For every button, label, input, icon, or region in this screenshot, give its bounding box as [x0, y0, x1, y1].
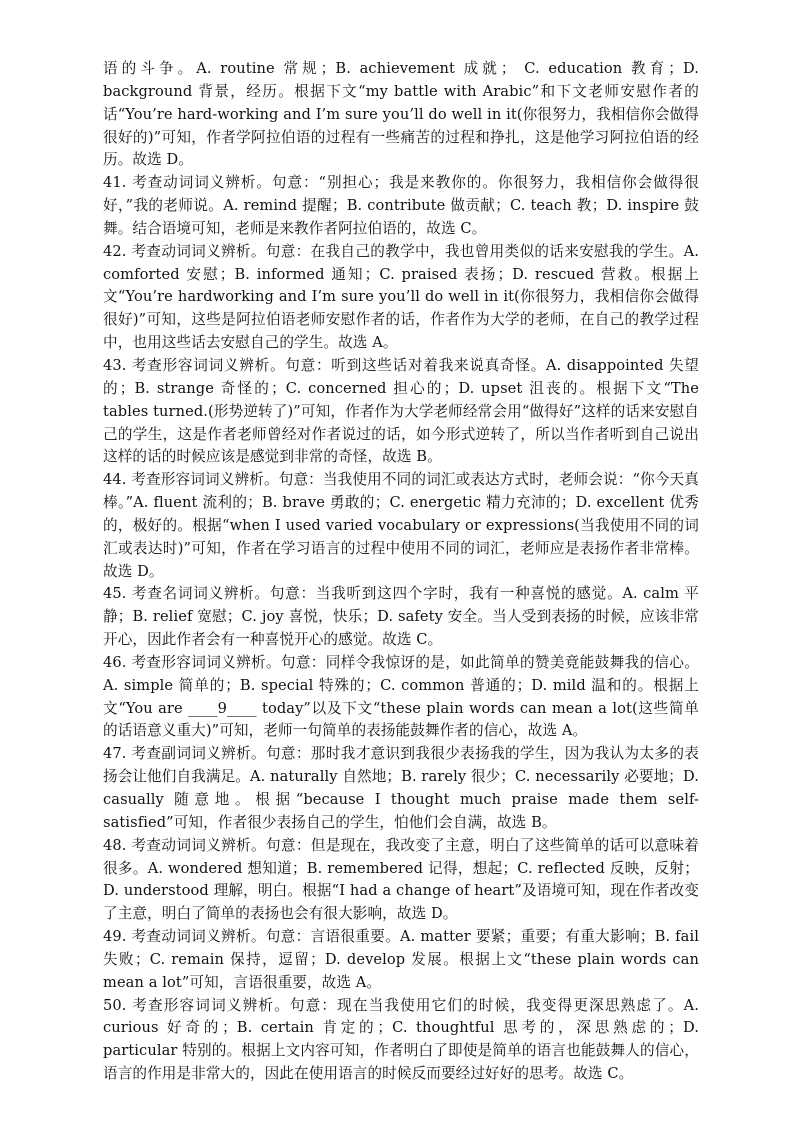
answer-paragraph-46: 46. 考查形容词词义辨析。句意：同样令我惊讶的是，如此简单的赞美竟能鼓舞我的信心。A. simple 简单的；B. special 特殊的；C. common 普通的；D. mild 温和的。根据上文“You are ____9____ today”以及下文“these plain words can mean a lot(这些简单的话语意义重大)”可知，老师一句简单的表扬能鼓舞作者的信心，故选 A。	[103, 653, 699, 740]
answer-paragraph-42: 42. 考查动词词义辨析。句意：在我自己的教学中，我也曾用类似的话来安慰我的学生。A. comforted 安慰；B. informed 通知；C. praised 表扬；D. rescued 营救。根据上文“You’re hardworking and I’m sure you’ll do well in it(你很努力，我相信你会做得很好)”可知，这些是阿拉伯语老师安慰作者的话，作者作为大学的老师，在自己的教学过程中，也用这些话去安慰自己的学生。故选 A。	[103, 242, 699, 352]
answer-paragraph-44: 44. 考查形容词词义辨析。句意：当我使用不同的词汇或表达方式时，老师会说：“你今天真棒。”A. fluent 流利的；B. brave 勇敢的；C. energetic 精力充沛的；D. excellent 优秀的，极好的。根据“when I used varied vocabulary or expressions(当我使用不同的词汇或表达时)”可知，作者在学习语言的过程中使用不同的词汇，老师应是表扬作者非常棒。故选 D。	[103, 471, 699, 580]
answer-paragraph-48: 48. 考查动词词义辨析。句意：但是现在，我改变了主意，明白了这些简单的话可以意味着很多。A. wondered 想知道；B. remembered 记得，想起；C. reflected 反映，反射；D. understood 理解，明白。根据“I had a change of heart”及语境可知，现在作者改变了主意，明白了简单的表扬也会有很大影响，故选 D。	[103, 836, 699, 923]
document-page	[103, 58, 699, 1086]
answer-paragraph-40-continued: 语的斗争。A. routine 常规；B. achievement 成就； C. education 教育；D. background 背景，经历。根据下文“my battle with Arabic”和下文老师安慰作者的话“You’re hard-working and I’m sure you’ll do well in it(你很努力，我相信你会做得很好的)”可知，作者学阿拉伯语的过程有一些痛苦的过程和挣扎，这是他学习阿拉伯语的经历。故选 D。	[103, 60, 699, 169]
answer-paragraph-41: 41. 考查动词词义辨析。句意：“别担心；我是来教你的。你很努力，我相信你会做得很好，”我的老师说。A. remind 提醒；B. contribute 做贡献；C. teach 教；D. inspire 鼓舞。结合语境可知，老师是来教作者阿拉伯语的，故选 C。	[103, 174, 699, 237]
answer-paragraph-45: 45. 考查名词词义辨析。句意：当我听到这四个字时，我有一种喜悦的感觉。A. calm 平静；B. relief 宽慰；C. joy 喜悦，快乐；D. safety 安全。当人受到表扬的时候，应该非常开心，因此作者会有一种喜悦开心的感觉。故选 C。	[103, 585, 699, 649]
answer-paragraph-50: 50. 考查形容词词义辨析。句意：现在当我使用它们的时候，我变得更深思熟虑了。A. curious 好奇的；B. certain 肯定的；C. thoughtful 思考的，深思熟虑的；D. particular 特别的。根据上文内容可知，作者明白了即使是简单的语言也能鼓舞人的信心，语言的作用是非常大的，因此在使用语言的时候反而要经过好好的思考。故选 C。	[103, 996, 699, 1083]
answer-paragraph-43: 43. 考查形容词词义辨析。句意：听到这些话对着我来说真奇怪。A. disappointed 失望的；B. strange 奇怪的；C. concerned 担心的；D. upset 沮丧的。根据下文“The tables turned.(形势逆转了)”可知，作者作为大学老师经常会用“做得好”这样的话来安慰自己的学生，这是作者老师曾经对作者说过的话，如今形式逆转了，所以当作者听到自己说出这样的话的时候应该是感觉到非常的奇怪，故选 B。	[103, 356, 699, 466]
answer-paragraph-49: 49. 考查动词词义辨析。句意：言语很重要。A. matter 要紧；重要；有重大影响；B. fail 失败；C. remain 保持，逗留；D. develop 发展。根据上文“these plain words can mean a lot”可知，言语很重要，故选 A。	[103, 928, 699, 991]
answer-paragraph-47: 47. 考查副词词义辨析。句意：那时我才意识到我很少表扬我的学生，因为我认为太多的表扬会让他们自我满足。A. naturally 自然地；B. rarely 很少；C. necessarily 必要地；D. casually 随意地。根据“because I thought much praise made them self-satisfied”可知，作者很少表扬自己的学生，怕他们会自满，故选 B。	[103, 745, 699, 831]
